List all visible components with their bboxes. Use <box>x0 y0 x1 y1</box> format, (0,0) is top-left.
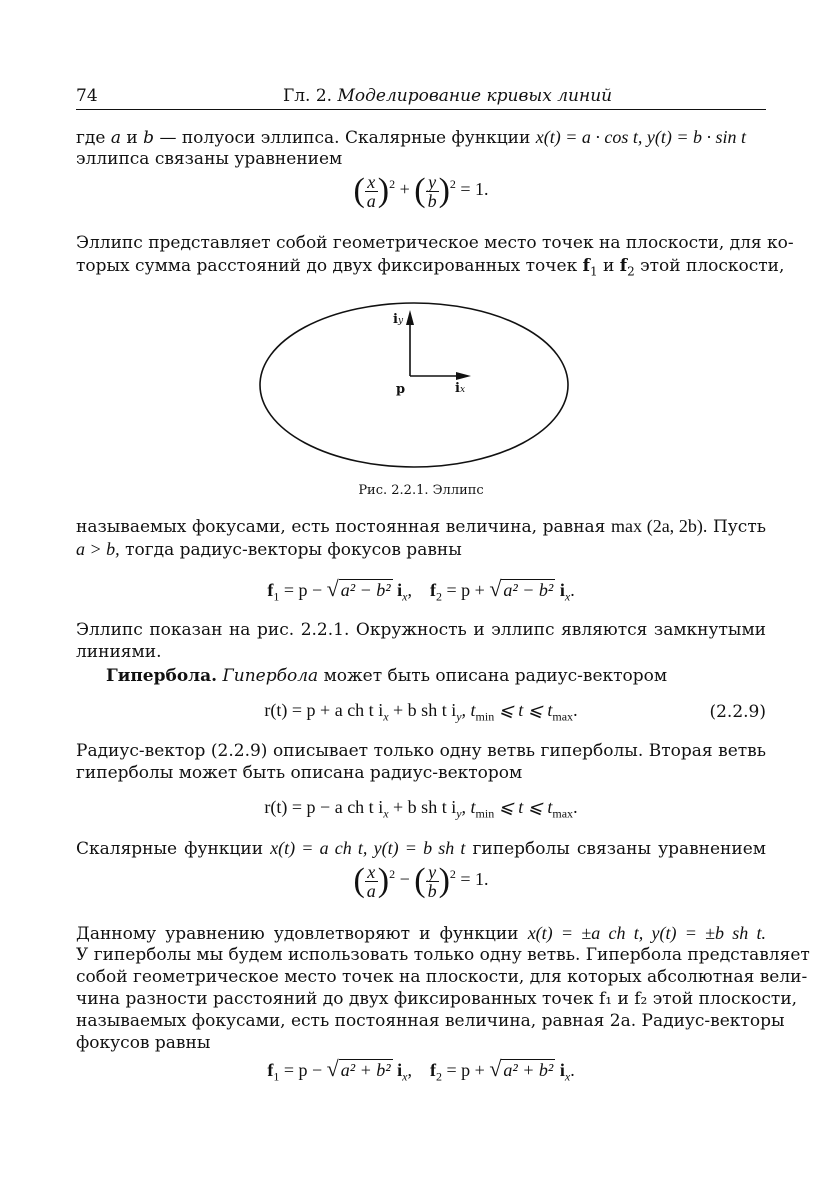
paragraph-8-line-5: называемых фокусами, есть постоянная величина, равная 2a. Радиус-векторы <box>76 1011 785 1031</box>
paragraph-8-line-6: фокусов равны <box>76 1033 211 1053</box>
header-rule <box>76 109 766 110</box>
equation-2-2-9: r(t) = p + a ch t $i_x + b$ sh t $i_y$, $t_{min}$ ⩽ t ⩽ $t_{max}$. <box>264 700 578 724</box>
paragraph-8-line-2: У гиперболы мы будем использовать только одну ветвь. Гипербола представляет <box>76 945 810 965</box>
paragraph-6-line-1: Радиус-вектор (2.2.9) описывает только одну ветвь гиперболы. Вторая ветвь <box>76 741 766 761</box>
figure-label-iy: iy <box>393 312 404 327</box>
paragraph-8-line-4: чина разности расстояний до двух фиксированных точек f₁ и f₂ этой плоскости, <box>76 989 798 1009</box>
paragraph-3-line-2: a > b, тогда радиус-векторы фокусов равны <box>76 539 462 560</box>
paragraph-8-line-1: Данному уравнению удовлетворяют и функции x(t) = ±a ch t, y(t) = ±b sh t. <box>76 923 767 944</box>
paragraph-2-line-2: торых сумма расстояний до двух фиксированных точек $f_1$ и $f_2$ этой плоскости, <box>76 256 785 279</box>
chapter-title: Моделирование кривых линий <box>337 86 613 106</box>
paragraph-1-line-1: где a и b — полуоси эллипса. Скалярные функции x(t) = a · cos t, y(t) = b · sin t <box>76 127 746 148</box>
equation-foci-hyperbola: $f_1 = p$ − √ a² + b² $i_x$, $f_2 = p$ + √ a² + b² $i_x$. <box>267 1056 575 1084</box>
paragraph-4-line-2: линиями. <box>76 642 162 662</box>
hyperbola-intro: Гипербола. Гипербола может быть описана радиус-вектором <box>106 666 668 686</box>
paragraph-6-line-2: гиперболы может быть описана радиус-вектором <box>76 763 523 783</box>
iy-arrowhead <box>406 310 414 325</box>
paragraph-1-line-2: эллипса связаны уравнением <box>76 149 343 169</box>
equation-ellipse: ( $\frac{x}{a}$ )$^2$ + ( $\frac{y}{b}$ )$^2$ = 1. <box>353 171 489 211</box>
paragraph-2-line-1: Эллипс представляет собой геометрическое место точек на плоскости, для ко- <box>76 233 794 253</box>
equation-number: (2.2.9) <box>709 702 766 722</box>
paragraph-7: Скалярные функции x(t) = a ch t, y(t) = b sh t гиперболы связаны уравнением <box>76 838 766 859</box>
ellipse-figure <box>255 300 575 475</box>
chapter-label: Гл. 2. <box>283 86 333 106</box>
equation-foci-ellipse: $f_1 = p$ − √ a² − b² $i_x$, $f_2 = p$ + √ a² − b² $i_x$. <box>267 576 575 604</box>
page-number: 74 <box>76 86 98 106</box>
hyperbola-heading: Гипербола. <box>106 666 218 686</box>
ix-arrowhead <box>456 372 471 380</box>
figure-caption: Рис. 2.2.1. Эллипс <box>358 483 484 498</box>
figure-label-ix: ix <box>455 381 466 396</box>
paragraph-4-line-1: Эллипс показан на рис. 2.2.1. Окружность и эллипс являются замкнутыми <box>76 620 766 640</box>
ellipse-curve <box>260 303 568 467</box>
paragraph-8-line-3: собой геометрическое место точек на плоскости, для которых абсолютная вели- <box>76 967 808 987</box>
hyperbola-term: Гипербола <box>222 666 319 686</box>
equation-second-branch: r(t) = p − a ch t $i_x + b$ sh t $i_y$, $t_{min}$ ⩽ t ⩽ $t_{max}$. <box>264 797 578 821</box>
running-title <box>283 86 612 106</box>
equation-hyperbola: ( $\frac{x}{a}$ )$^2$ − ( $\frac{y}{b}$ )$^2$ = 1. <box>353 861 489 901</box>
paragraph-3-line-1: называемых фокусами, есть постоянная величина, равная max (2a, 2b). Пусть <box>76 516 766 537</box>
figure-label-p: p <box>396 382 406 397</box>
